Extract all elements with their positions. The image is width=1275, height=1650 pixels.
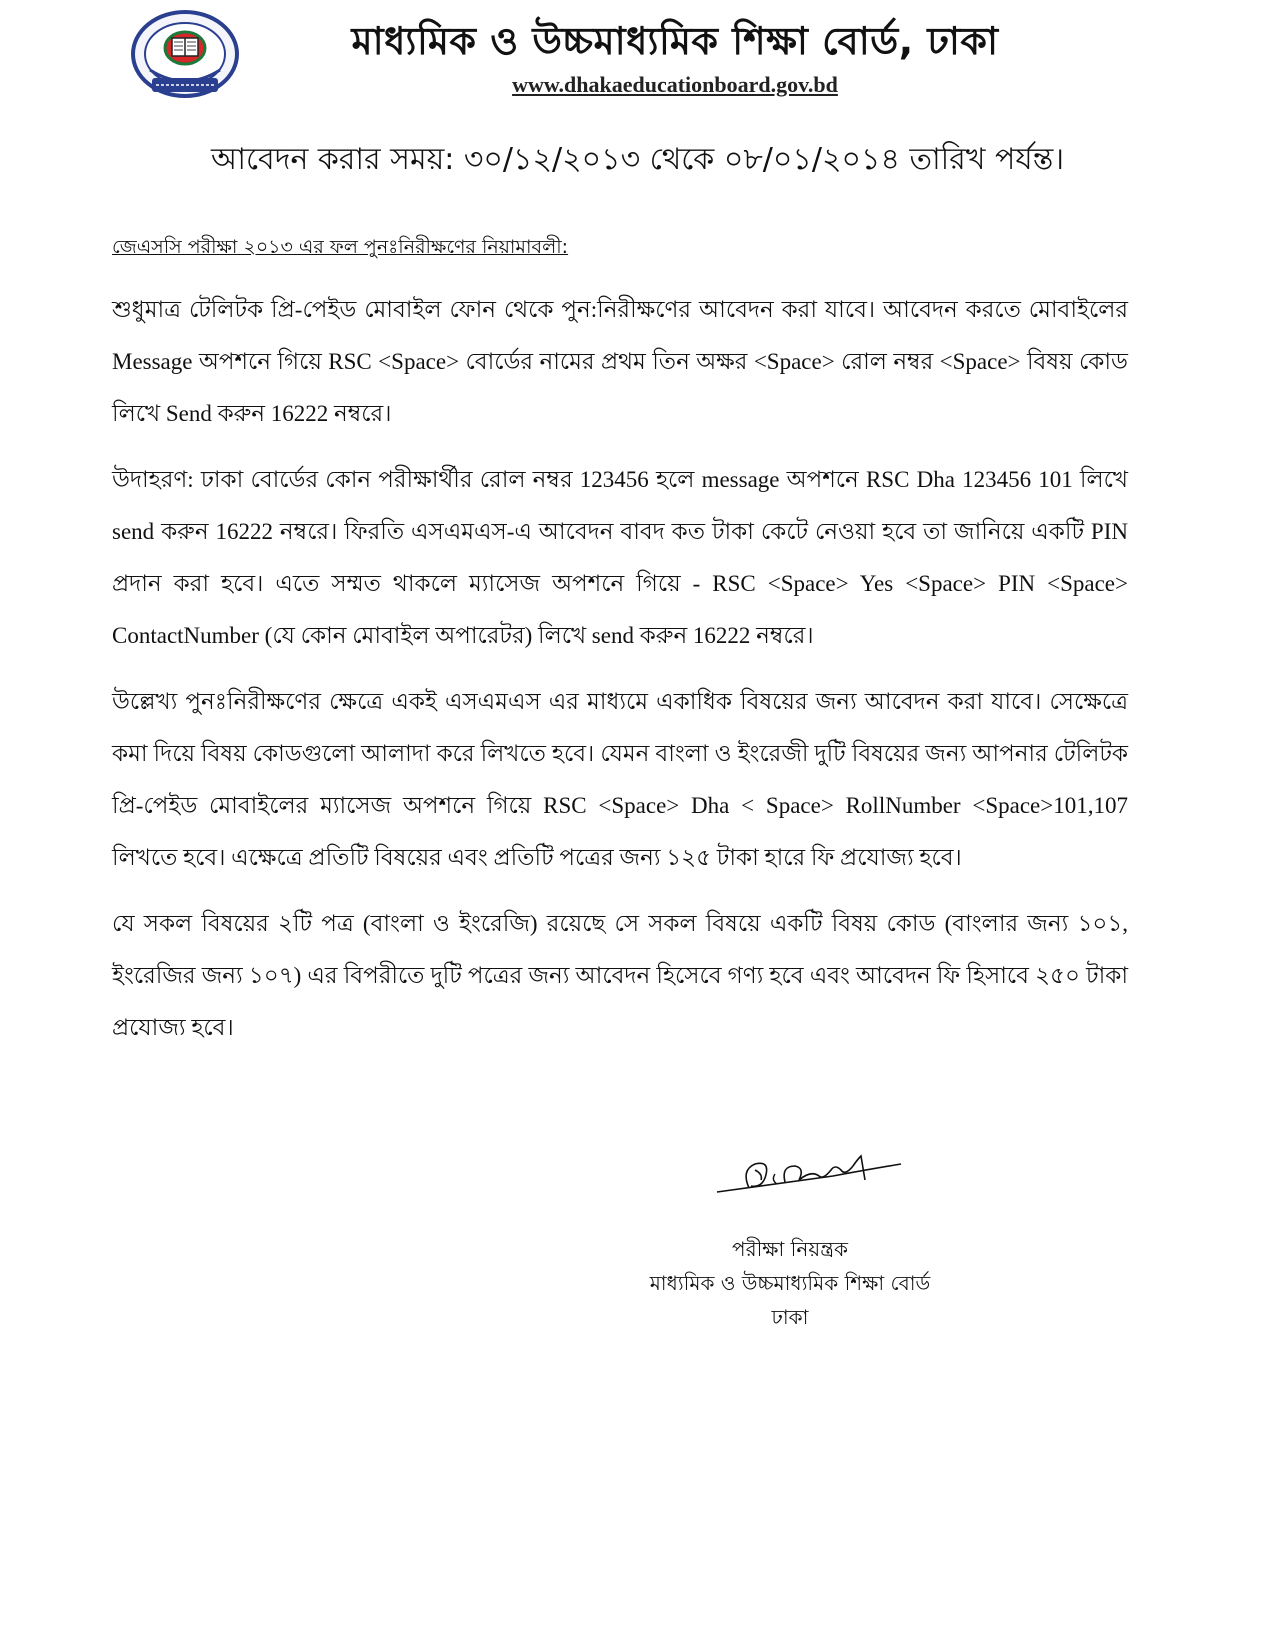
fee-paragraph: যে সকল বিষয়ের ২টি পত্র (বাংলা ও ইংরেজি) রয়েছে সে সকল বিষয়ে একটি বিষয় কোড (বাংলার জন্য ১০১, ইংরেজির জন্য ১০৭) এর বিপরীতে দুটি পত্রের জন্য আবেদন হিসেবে গণ্য হবে এবং আবেদন ফি হিসাবে ২৫০ টাকা প্রযোজ্য হবে। xyxy=(112,911,1128,1040)
rules-paragraph: শুধুমাত্র টেলিটক প্রি-পেইড মোবাইল ফোন থেকে পুন:নিরীক্ষণের আবেদন করা যাবে। আবেদন করতে মোবাইলের Message অপশনে গিয়ে RSC <Space> বোর্ডের নামের প্রথম তিন অক্ষর <Space> রোল নম্বর <Space> বিষয় কোড লিখে Send করুন 16222 নম্বরে। xyxy=(112,297,1128,426)
board-website-link[interactable]: www.dhakaeducationboard.gov.bd xyxy=(512,72,838,97)
rules-heading: জেএসসি পরীক্ষা ২০১৩ এর ফল পুনঃনিরীক্ষণের নিয়ামাবলী: xyxy=(112,236,569,258)
board-seal-icon xyxy=(130,8,240,100)
board-title: মাধ্যমিক ও উচ্চমাধ্যমিক শিক্ষা বোর্ড, ঢাকা xyxy=(351,19,999,63)
rules-section xyxy=(112,232,1128,1068)
signatory-organization: মাধ্যমিক ও উচ্চমাধ্যমিক শিক্ষা বোর্ড xyxy=(649,1271,931,1295)
application-period: আবেদন করার সময়: ৩০/১২/২০১৩ থেকে ০৮/০১/২০১৪ তারিখ পর্যন্ত। xyxy=(210,142,1065,177)
signatory-city: ঢাকা xyxy=(771,1305,809,1329)
multiple-subjects-paragraph: উল্লেখ্য পুনঃনিরীক্ষণের ক্ষেত্রে একই এসএমএস এর মাধ্যমে একাধিক বিষয়ের জন্য আবেদন করা যাবে। সেক্ষেত্রে কমা দিয়ে বিষয় কোডগুলো আলাদা করে লিখতে হবে। যেমন বাংলা ও ইংরেজী দুটি বিষয়ের জন্য আপনার টেলিটক প্রি-পেইড মোবাইলের ম্যাসেজ অপশনে গিয়ে RSC <Space> Dha < Space> RollNumber <Space>101,107 লিখতে হবে। এক্ষেত্রে প্রতিটি বিষয়ের এবং প্রতিটি পত্রের জন্য ১২৫ টাকা হারে ফি প্রযোজ্য হবে। xyxy=(112,689,1128,870)
signatory-block xyxy=(600,1232,980,1334)
letterhead xyxy=(130,8,1130,118)
handwritten-signature xyxy=(715,1140,915,1210)
example-paragraph: উদাহরণ: ঢাকা বোর্ডের কোন পরীক্ষার্থীর রোল নম্বর 123456 হলে message অপশনে RSC Dha 123456 101 লিখে send করুন 16222 নম্বরে। ফিরতি এসএমএস-এ আবেদন বাবদ কত টাকা কেটে নেওয়া হবে তা জানিয়ে একটি PIN প্রদান করা হবে। এতে সম্মত থাকলে ম্যাসেজ অপশনে গিয়ে - RSC <Space> Yes <Space> PIN <Space> ContactNumber (যে কোন মোবাইল অপারেটর) লিখে send করুন 16222 নম্বরে। xyxy=(112,467,1128,648)
signatory-designation: পরীক্ষা নিয়ন্ত্রক xyxy=(732,1237,848,1261)
